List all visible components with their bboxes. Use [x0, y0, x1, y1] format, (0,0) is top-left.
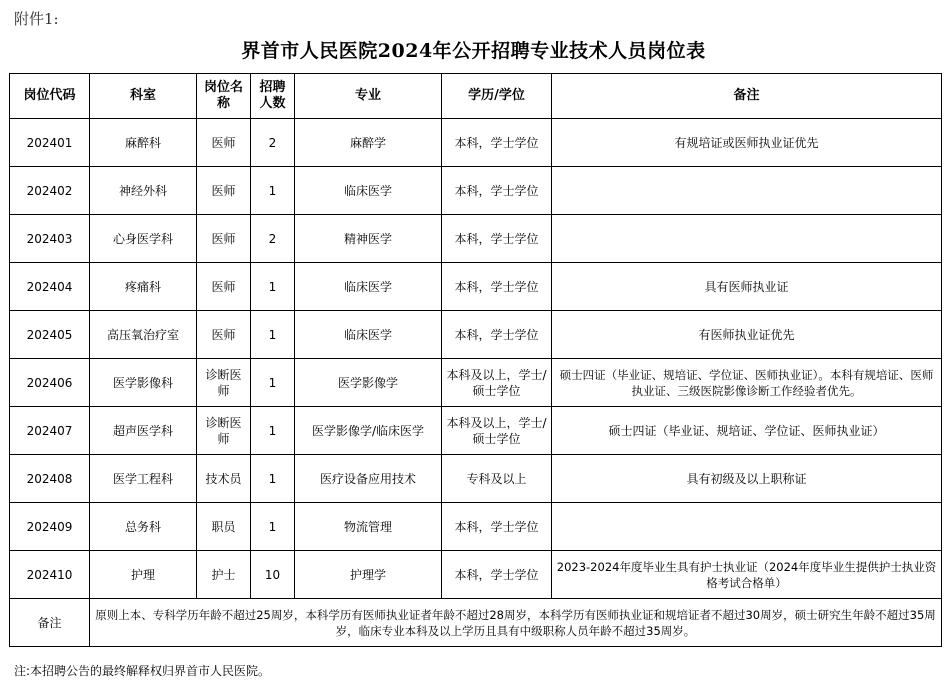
cell-dept: 总务科: [90, 503, 197, 551]
cell-degree: 本科，学士学位: [442, 167, 552, 215]
cell-code: 202405: [10, 311, 90, 359]
cell-major: 精神医学: [295, 215, 442, 263]
cell-code: 202408: [10, 455, 90, 503]
header-count: 招聘人数: [251, 74, 295, 119]
cell-degree: 本科及以上，学士/硕士学位: [442, 407, 552, 455]
header-dept: 科室: [90, 74, 197, 119]
table-row: [10, 263, 942, 311]
cell-count: 2: [251, 119, 295, 167]
cell-note: 有规培证或医师执业证优先: [552, 119, 942, 167]
table-row: [10, 455, 942, 503]
cell-note: [552, 167, 942, 215]
header-position: 岗位名称: [197, 74, 251, 119]
header-code: 岗位代码: [10, 74, 90, 119]
cell-code: 202401: [10, 119, 90, 167]
cell-count: 1: [251, 167, 295, 215]
cell-dept: 医学影像科: [90, 359, 197, 407]
cell-degree: 本科，学士学位: [442, 263, 552, 311]
cell-count: 1: [251, 311, 295, 359]
table-row: [10, 215, 942, 263]
table-row: [10, 119, 942, 167]
cell-position: 医师: [197, 311, 251, 359]
cell-major: 医疗设备应用技术: [295, 455, 442, 503]
cell-count: 1: [251, 503, 295, 551]
cell-dept: 护理: [90, 551, 197, 599]
table-row: [10, 311, 942, 359]
cell-count: 1: [251, 455, 295, 503]
cell-degree: 本科，学士学位: [442, 311, 552, 359]
cell-major: 麻醉学: [295, 119, 442, 167]
cell-code: 202402: [10, 167, 90, 215]
footer-text: 原则上本、专科学历年龄不超过25周岁，本科学历有医师执业证者年龄不超过28周岁，本科学历有医师执业证和规培证者不超过30周岁，硕士研究生年龄不超过35周岁，临床专业本科及以上学历且具有中级职称人员年龄不超过35周岁。: [90, 599, 942, 647]
cell-major: 临床医学: [295, 263, 442, 311]
cell-position: 医师: [197, 215, 251, 263]
cell-note: 具有医师执业证: [552, 263, 942, 311]
cell-major: 医学影像学/临床医学: [295, 407, 442, 455]
cell-note: 2023-2024年度毕业生具有护士执业证（2024年度毕业生提供护士执业资格考试合格单）: [552, 551, 942, 599]
cell-degree: 专科及以上: [442, 455, 552, 503]
cell-note: 有医师执业证优先: [552, 311, 942, 359]
cell-code: 202404: [10, 263, 90, 311]
cell-major: 医学影像学: [295, 359, 442, 407]
cell-dept: 医学工程科: [90, 455, 197, 503]
cell-note: [552, 503, 942, 551]
cell-degree: 本科，学士学位: [442, 503, 552, 551]
header-note: 备注: [552, 74, 942, 119]
table-row: [10, 407, 942, 455]
bottom-note: 注:本招聘公告的最终解释权归界首市人民医院。: [14, 664, 271, 678]
cell-code: 202403: [10, 215, 90, 263]
cell-degree: 本科，学士学位: [442, 215, 552, 263]
cell-position: 医师: [197, 119, 251, 167]
cell-count: 10: [251, 551, 295, 599]
cell-count: 1: [251, 263, 295, 311]
cell-count: 1: [251, 407, 295, 455]
table-footer-row: [10, 599, 942, 647]
cell-position: 医师: [197, 167, 251, 215]
header-degree: 学历/学位: [442, 74, 552, 119]
cell-major: 临床医学: [295, 311, 442, 359]
cell-dept: 疼痛科: [90, 263, 197, 311]
cell-position: 护士: [197, 551, 251, 599]
table-row: [10, 359, 942, 407]
attachment-label: 附件1:: [14, 10, 59, 28]
cell-note: 硕士四证（毕业证、规培证、学位证、医师执业证）: [552, 407, 942, 455]
table-row: [10, 503, 942, 551]
cell-code: 202406: [10, 359, 90, 407]
footer-label: 备注: [10, 599, 90, 647]
cell-degree: 本科，学士学位: [442, 119, 552, 167]
cell-code: 202410: [10, 551, 90, 599]
cell-dept: 麻醉科: [90, 119, 197, 167]
cell-degree: 本科及以上，学士/硕士学位: [442, 359, 552, 407]
header-major: 专业: [295, 74, 442, 119]
page-title: 界首市人民医院2024年公开招聘专业技术人员岗位表: [241, 40, 706, 62]
cell-position: 职员: [197, 503, 251, 551]
cell-major: 护理学: [295, 551, 442, 599]
cell-note: [552, 215, 942, 263]
positions-table: [9, 73, 942, 647]
cell-code: 202407: [10, 407, 90, 455]
cell-note: 具有初级及以上职称证: [552, 455, 942, 503]
cell-major: 临床医学: [295, 167, 442, 215]
cell-count: 2: [251, 215, 295, 263]
cell-degree: 本科，学士学位: [442, 551, 552, 599]
cell-position: 技术员: [197, 455, 251, 503]
cell-dept: 心身医学科: [90, 215, 197, 263]
table-header-row: [10, 74, 942, 119]
cell-position: 诊断医师: [197, 407, 251, 455]
cell-code: 202409: [10, 503, 90, 551]
table-row: [10, 167, 942, 215]
cell-major: 物流管理: [295, 503, 442, 551]
cell-dept: 神经外科: [90, 167, 197, 215]
cell-count: 1: [251, 359, 295, 407]
cell-dept: 超声医学科: [90, 407, 197, 455]
cell-position: 医师: [197, 263, 251, 311]
cell-dept: 高压氧治疗室: [90, 311, 197, 359]
cell-note: 硕士四证（毕业证、规培证、学位证、医师执业证）。本科有规培证、医师执业证、三级医院影像诊断工作经验者优先。: [552, 359, 942, 407]
table-row: [10, 551, 942, 599]
cell-position: 诊断医师: [197, 359, 251, 407]
